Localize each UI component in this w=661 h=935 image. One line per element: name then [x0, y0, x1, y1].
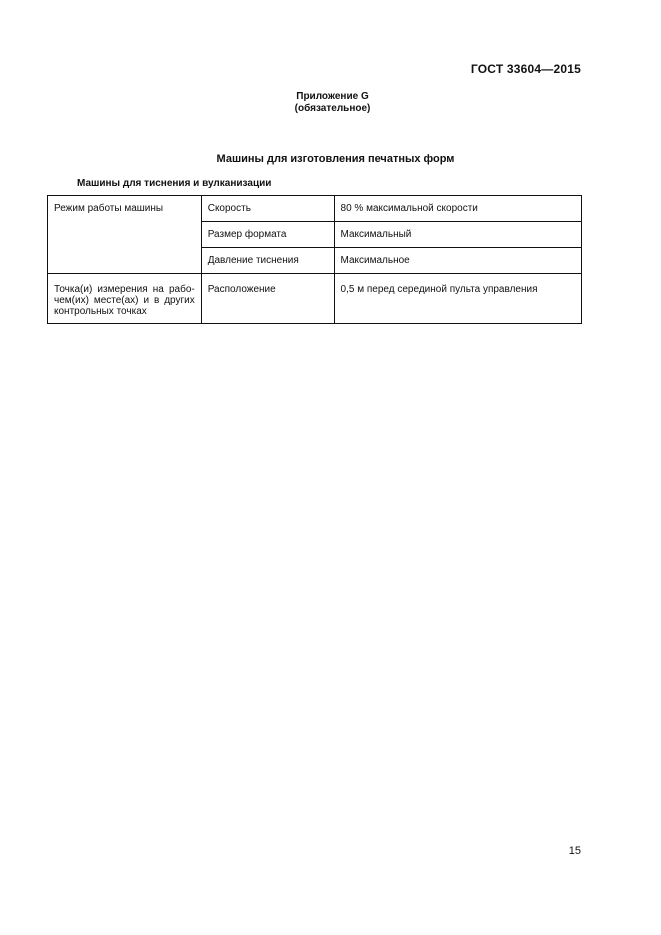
item-value-cell: Максимальное — [334, 248, 581, 274]
param-cell: Режим работы машины — [48, 196, 202, 274]
section-subtitle: Машины для тиснения и вулканизации — [77, 178, 272, 189]
table-row — [48, 196, 582, 222]
item-name-cell: Размер формата — [201, 222, 334, 248]
table-row — [48, 274, 582, 324]
page-number: 15 — [568, 845, 581, 857]
spec-table — [47, 195, 582, 324]
item-value-cell: 80 % максимальной скорости — [334, 196, 581, 222]
item-value-cell: 0,5 м перед серединой пульта управления — [334, 274, 581, 324]
section-title: Машины для изготовления печатных форм — [216, 153, 455, 165]
param-cell: Точка(и) измерения на рабо-чем(их) месте(ах) и в других контрольных точках — [48, 274, 202, 324]
appendix-heading — [0, 91, 661, 115]
item-name-cell: Скорость — [201, 196, 334, 222]
appendix-status: (обязательное) — [294, 103, 371, 114]
item-value-cell: Максимальный — [334, 222, 581, 248]
item-name-cell: Расположение — [201, 274, 334, 324]
appendix-title: Приложение G — [296, 91, 369, 102]
document-code: ГОСТ 33604—2015 — [470, 62, 581, 76]
item-name-cell: Давление тиснения — [201, 248, 334, 274]
